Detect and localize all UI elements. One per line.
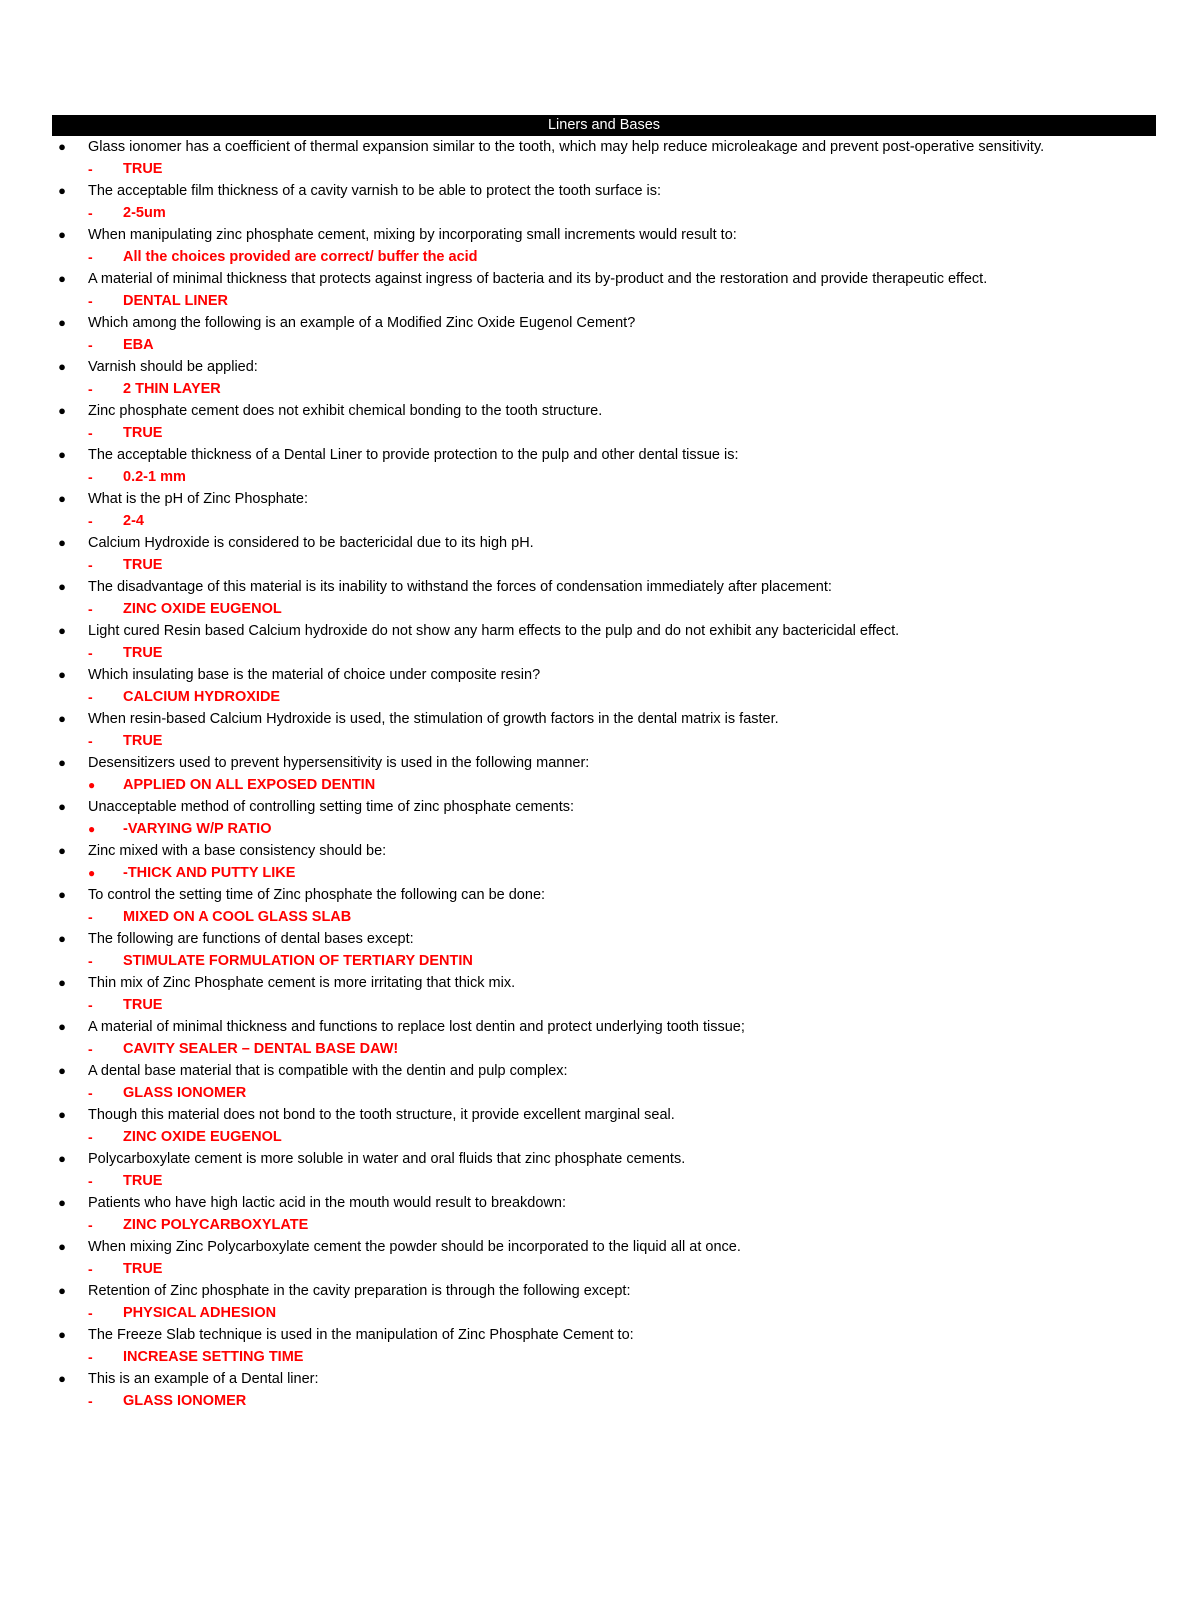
answer-text: ZINC OXIDE EUGENOL (123, 1129, 282, 1145)
answer-row (52, 1346, 1156, 1368)
bullet-icon: ● (58, 227, 66, 242)
bullet-icon: ● (58, 403, 66, 418)
question-row (52, 1192, 1156, 1214)
dash-marker-icon: - (88, 601, 93, 617)
answer-text: APPLIED ON ALL EXPOSED DENTIN (123, 777, 376, 793)
dash-marker-icon: - (88, 1173, 93, 1189)
question-text: The acceptable film thickness of a cavity varnish to be able to protect the tooth surface is: (88, 183, 662, 199)
answer-text: 0.2-1 mm (123, 469, 186, 485)
dash-marker-icon: - (88, 1261, 93, 1277)
bullet-marker-icon: ● (88, 866, 96, 880)
question-row (52, 400, 1156, 422)
bullet-icon: ● (58, 711, 66, 726)
answer-text: -VARYING W/P RATIO (123, 821, 272, 837)
question-item (52, 136, 1156, 180)
question-item (52, 312, 1156, 356)
answer-row (52, 1082, 1156, 1104)
bullet-icon: ● (58, 667, 66, 682)
bullet-icon: ● (58, 1195, 66, 1210)
document-title: Liners and Bases (52, 115, 1156, 136)
answer-row (52, 686, 1156, 708)
question-item (52, 224, 1156, 268)
answer-text: -THICK AND PUTTY LIKE (123, 865, 296, 881)
dash-marker-icon: - (88, 997, 93, 1013)
question-text: Zinc mixed with a base consistency should be: (88, 843, 387, 859)
answer-text: CALCIUM HYDROXIDE (123, 689, 281, 705)
question-row (52, 1368, 1156, 1390)
question-text: The disadvantage of this material is its inability to withstand the forces of condensation immediately after placement: (88, 579, 832, 595)
answer-text: All the choices provided are correct/ buffer the acid (123, 249, 478, 265)
dash-marker-icon: - (88, 1305, 93, 1321)
answer-row (52, 818, 1156, 840)
question-text: The Freeze Slab technique is used in the manipulation of Zinc Phosphate Cement to: (88, 1327, 634, 1343)
question-item (52, 532, 1156, 576)
bullet-icon: ● (58, 975, 66, 990)
question-row (52, 224, 1156, 246)
answer-row (52, 1038, 1156, 1060)
bullet-icon: ● (58, 271, 66, 286)
question-list (52, 136, 1156, 1412)
answer-row (52, 466, 1156, 488)
question-text: Which among the following is an example of a Modified Zinc Oxide Eugenol Cement? (88, 315, 636, 331)
bullet-icon: ● (58, 1371, 66, 1386)
bullet-icon: ● (58, 1151, 66, 1166)
bullet-icon: ● (58, 1063, 66, 1078)
question-item (52, 1148, 1156, 1192)
bullet-icon: ● (58, 843, 66, 858)
question-item (52, 796, 1156, 840)
answer-text: PHYSICAL ADHESION (123, 1305, 277, 1321)
answer-text: 2-4 (123, 513, 144, 529)
question-item (52, 268, 1156, 312)
question-text: Which insulating base is the material of choice under composite resin? (88, 667, 541, 683)
answer-text: ZINC POLYCARBOXYLATE (123, 1217, 309, 1233)
question-item (52, 1236, 1156, 1280)
answer-row (52, 774, 1156, 796)
question-row (52, 796, 1156, 818)
question-text: When mixing Zinc Polycarboxylate cement the powder should be incorporated to the liquid all at once. (88, 1239, 741, 1255)
answer-row (52, 202, 1156, 224)
dash-marker-icon: - (88, 337, 93, 353)
dash-marker-icon: - (88, 1129, 93, 1145)
answer-row (52, 422, 1156, 444)
question-text: The following are functions of dental bases except: (88, 931, 414, 947)
dash-marker-icon: - (88, 249, 93, 265)
bullet-icon: ● (58, 359, 66, 374)
question-row (52, 1324, 1156, 1346)
question-text: A dental base material that is compatible with the dentin and pulp complex: (88, 1063, 568, 1079)
question-row (52, 1060, 1156, 1082)
question-item (52, 972, 1156, 1016)
question-row (52, 1016, 1156, 1038)
question-row (52, 180, 1156, 202)
answer-row (52, 994, 1156, 1016)
answer-row (52, 158, 1156, 180)
dash-marker-icon: - (88, 1085, 93, 1101)
answer-row (52, 906, 1156, 928)
dash-marker-icon: - (88, 1349, 93, 1365)
question-item (52, 444, 1156, 488)
question-text: Unacceptable method of controlling setting time of zinc phosphate cements: (88, 799, 575, 815)
dash-marker-icon: - (88, 689, 93, 705)
dash-marker-icon: - (88, 425, 93, 441)
bullet-icon: ● (58, 315, 66, 330)
answer-row (52, 950, 1156, 972)
question-text: A material of minimal thickness and functions to replace lost dentin and protect underlying tooth tissue; (88, 1019, 745, 1035)
answer-row (52, 1258, 1156, 1280)
question-item (52, 356, 1156, 400)
question-item (52, 708, 1156, 752)
bullet-icon: ● (58, 1283, 66, 1298)
question-row (52, 1104, 1156, 1126)
question-row (52, 620, 1156, 642)
answer-row (52, 862, 1156, 884)
question-text: The acceptable thickness of a Dental Liner to provide protection to the pulp and other dental tissue is: (88, 447, 739, 463)
bullet-marker-icon: ● (88, 778, 96, 792)
question-text: Though this material does not bond to the tooth structure, it provide excellent marginal seal. (88, 1107, 675, 1123)
question-text: To control the setting time of Zinc phosphate the following can be done: (88, 887, 546, 903)
answer-row (52, 334, 1156, 356)
dash-marker-icon: - (88, 469, 93, 485)
question-row (52, 1280, 1156, 1302)
bullet-icon: ● (58, 139, 66, 154)
question-row (52, 268, 1156, 290)
question-text: Glass ionomer has a coefficient of thermal expansion similar to the tooth, which may help reduce microleakage and prevent post-operative sensitivity. (88, 139, 1045, 155)
question-item (52, 840, 1156, 884)
question-text: What is the pH of Zinc Phosphate: (88, 491, 309, 507)
answer-text: INCREASE SETTING TIME (123, 1349, 304, 1365)
question-item (52, 400, 1156, 444)
question-row (52, 532, 1156, 554)
dash-marker-icon: - (88, 1217, 93, 1233)
question-text: Patients who have high lactic acid in the mouth would result to breakdown: (88, 1195, 566, 1211)
answer-text: TRUE (123, 1261, 163, 1277)
answer-row (52, 642, 1156, 664)
answer-text: DENTAL LINER (123, 293, 228, 309)
question-text: Thin mix of Zinc Phosphate cement is more irritating that thick mix. (88, 975, 516, 991)
answer-row (52, 246, 1156, 268)
question-row (52, 840, 1156, 862)
bullet-icon: ● (58, 1239, 66, 1254)
answer-row (52, 598, 1156, 620)
question-text: Varnish should be applied: (88, 359, 258, 375)
bullet-icon: ● (58, 755, 66, 770)
question-text: Zinc phosphate cement does not exhibit chemical bonding to the tooth structure. (88, 403, 603, 419)
answer-row (52, 1390, 1156, 1412)
answer-text: TRUE (123, 1173, 163, 1189)
dash-marker-icon: - (88, 733, 93, 749)
answer-row (52, 554, 1156, 576)
question-item (52, 1016, 1156, 1060)
answer-text: TRUE (123, 733, 163, 749)
dash-marker-icon: - (88, 909, 93, 925)
bullet-icon: ● (58, 1107, 66, 1122)
dash-marker-icon: - (88, 293, 93, 309)
answer-text: MIXED ON A COOL GLASS SLAB (123, 909, 352, 925)
question-item (52, 884, 1156, 928)
dash-marker-icon: - (88, 645, 93, 661)
bullet-icon: ● (58, 535, 66, 550)
question-item (52, 928, 1156, 972)
answer-row (52, 510, 1156, 532)
answer-text: GLASS IONOMER (123, 1393, 247, 1409)
bullet-icon: ● (58, 799, 66, 814)
bullet-marker-icon: ● (88, 822, 96, 836)
question-row (52, 752, 1156, 774)
answer-row (52, 378, 1156, 400)
answer-text: ZINC OXIDE EUGENOL (123, 601, 282, 617)
question-row (52, 136, 1156, 158)
dash-marker-icon: - (88, 513, 93, 529)
answer-text: CAVITY SEALER – DENTAL BASE DAW! (123, 1041, 399, 1057)
question-item (52, 664, 1156, 708)
question-row (52, 488, 1156, 510)
bullet-icon: ● (58, 887, 66, 902)
bullet-icon: ● (58, 447, 66, 462)
answer-row (52, 290, 1156, 312)
dash-marker-icon: - (88, 381, 93, 397)
question-text: When resin-based Calcium Hydroxide is used, the stimulation of growth factors in the dental matrix is faster. (88, 711, 779, 727)
question-item (52, 1192, 1156, 1236)
question-row (52, 444, 1156, 466)
question-item (52, 752, 1156, 796)
bullet-icon: ● (58, 183, 66, 198)
bullet-icon: ● (58, 1019, 66, 1034)
answer-text: TRUE (123, 997, 163, 1013)
dash-marker-icon: - (88, 1041, 93, 1057)
question-row (52, 928, 1156, 950)
bullet-icon: ● (58, 579, 66, 594)
question-text: Retention of Zinc phosphate in the cavity preparation is through the following except: (88, 1283, 631, 1299)
question-row (52, 664, 1156, 686)
dash-marker-icon: - (88, 557, 93, 573)
answer-text: TRUE (123, 557, 163, 573)
question-text: Light cured Resin based Calcium hydroxide do not show any harm effects to the pulp and do not exhibit any bactericidal effect. (88, 623, 900, 639)
dash-marker-icon: - (88, 953, 93, 969)
question-text: A material of minimal thickness that protects against ingress of bacteria and its by-product and the restoration and provide therapeutic effect. (88, 271, 988, 287)
question-item (52, 620, 1156, 664)
bullet-icon: ● (58, 491, 66, 506)
answer-text: EBA (123, 337, 154, 353)
question-item (52, 1368, 1156, 1412)
question-row (52, 356, 1156, 378)
answer-text: TRUE (123, 425, 163, 441)
answer-row (52, 1214, 1156, 1236)
question-item (52, 1324, 1156, 1368)
bullet-icon: ● (58, 623, 66, 638)
question-text: When manipulating zinc phosphate cement, mixing by incorporating small increments would result to: (88, 227, 737, 243)
answer-text: TRUE (123, 645, 163, 661)
question-row (52, 312, 1156, 334)
answer-text: GLASS IONOMER (123, 1085, 247, 1101)
question-row (52, 576, 1156, 598)
question-text: This is an example of a Dental liner: (88, 1371, 319, 1387)
question-row (52, 708, 1156, 730)
question-row (52, 1236, 1156, 1258)
answer-row (52, 1302, 1156, 1324)
question-row (52, 972, 1156, 994)
dash-marker-icon: - (88, 205, 93, 221)
answer-text: STIMULATE FORMULATION OF TERTIARY DENTIN (123, 953, 473, 969)
answer-text: TRUE (123, 161, 163, 177)
answer-text: 2 THIN LAYER (123, 381, 221, 397)
answer-text: 2-5um (123, 205, 166, 221)
question-item (52, 1060, 1156, 1104)
answer-row (52, 1126, 1156, 1148)
question-item (52, 488, 1156, 532)
question-item (52, 1280, 1156, 1324)
question-item (52, 180, 1156, 224)
question-item (52, 1104, 1156, 1148)
question-row (52, 1148, 1156, 1170)
bullet-icon: ● (58, 1327, 66, 1342)
question-text: Polycarboxylate cement is more soluble in water and oral fluids that zinc phosphate cements. (88, 1151, 686, 1167)
question-item (52, 576, 1156, 620)
document-page (52, 115, 1156, 1412)
question-text: Calcium Hydroxide is considered to be bactericidal due to its high pH. (88, 535, 534, 551)
dash-marker-icon: - (88, 161, 93, 177)
question-row (52, 884, 1156, 906)
dash-marker-icon: - (88, 1393, 93, 1409)
answer-row (52, 730, 1156, 752)
bullet-icon: ● (58, 931, 66, 946)
answer-row (52, 1170, 1156, 1192)
question-text: Desensitizers used to prevent hypersensitivity is used in the following manner: (88, 755, 590, 771)
